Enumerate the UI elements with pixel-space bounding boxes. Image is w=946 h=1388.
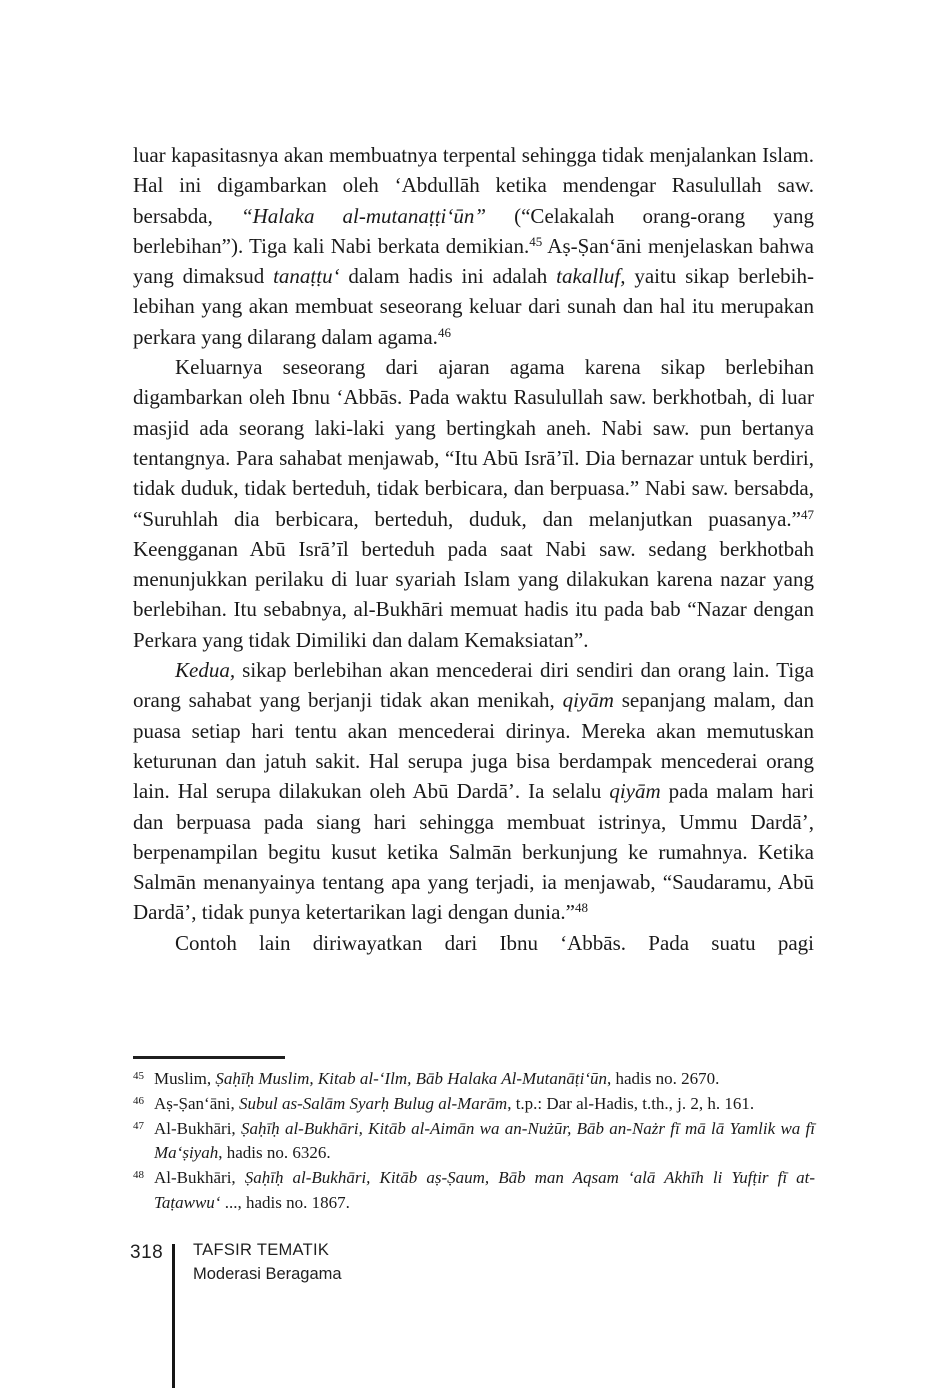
text-run: , hadis no. 6326. [218, 1143, 331, 1163]
italic-text-run: qiyām [609, 779, 661, 804]
paragraph [133, 352, 814, 655]
footnote-separator [133, 1056, 285, 1059]
book-subtitle: Moderasi Beragama [193, 1265, 342, 1283]
text-run: Keluarnya seseorang dari ajaran agama karena sikap berlebihan digambarkan oleh Ibnu ‘Abbās. Pada waktu Rasulullah saw. berkhotbah, di luar masjid ada seorang laki-laki yang bertingkah aneh. Nabi saw. pun bertanya tentangnya. Para sahabat menjawab, “Itu Abū Isrā’īl. Dia bernazar untuk berdiri, tidak duduk, tidak berteduh, tidak berbicara, dan berpuasa.” Nabi saw. bersabda, “Suruhlah dia berbicara, berteduh, duduk, dan melanjutkan puasanya.” [133, 355, 814, 531]
text-run: Aṣ-Ṣan‘āni, [154, 1093, 239, 1113]
text-run: Aṣ-Ṣan‘āni menjelaskan bahwa yang dimaksud [133, 233, 814, 289]
italic-text-run: takalluf, [556, 264, 626, 289]
text-run: dalam hadis ini adalah [339, 264, 557, 289]
body-text-container [133, 140, 814, 958]
italic-text-run: Ṣaḥīḥ al-Bukhāri, Kitāb aṣ-Ṣaum, Bāb man Aqsam ‘alā Akhīh li Yufṭir fī at-Taṭawwu‘ [154, 1168, 815, 1212]
text-run: luar kapasitasnya akan membuatnya terpental sehingga tidak menjalankan Islam. Hal ini digambarkan oleh ‘Abdullāh ketika mendengar Rasulullah saw. bersabda, [133, 143, 814, 228]
footnote-item: $^{47}$ Al-Bukhāri, Ṣaḥīḥ al-Bukhāri, Kitāb al-Aimān wa an-Nużūr, Bāb an-Nażr fī mā lā Yamlik wa fī Ma‘ṣiyah, hadis no. 6326. [133, 1118, 815, 1163]
text-run: (“Celakalah orang-orang yang berlebihan”). Tiga kali Nabi berkata demikian. [133, 203, 814, 258]
text-run: Al-Bukhāri, [154, 1168, 245, 1188]
text-run: , hadis no. 2670. [607, 1069, 720, 1088]
page-footer [0, 1240, 946, 1388]
footnote-ref: 48 [574, 900, 588, 916]
italic-text-run: Ṣaḥīḥ Muslim, Kitab al-‘Ilm, Bāb Halaka Al-Mutanāṭi‘ūn [215, 1069, 608, 1088]
paragraph [133, 928, 814, 958]
text-run: , t.p.: Dar al-Hadis, t.th., j. 2, h. 161. [507, 1093, 755, 1113]
footnotes-section [133, 1067, 815, 1216]
footer-titles [193, 1241, 342, 1284]
footer-vertical-rule [172, 1244, 175, 1388]
text-run: Al-Bukhāri, [154, 1118, 241, 1138]
book-title: TAFSIR TEMATIK [193, 1241, 330, 1259]
text-run: pada malam hari dan berpuasa pada siang hari sehingga membuat istrinya, Ummu Dardā’, berpenampilan begitu kusut ketika Salmān berkunjung ke rumahnya. Ketika Salmān menanyainya tentang apa yang terjadi, ia menjawab, “Saudaramu, Abū Dardā’, tidak punya ketertarikan lagi dengan dunia.” [133, 779, 814, 925]
footnote-ref: 46 [437, 324, 451, 340]
text-run: Muslim, [154, 1069, 216, 1088]
footnote-ref: 45 [529, 233, 543, 249]
italic-text-run: tanaṭṭu‘ [273, 264, 340, 289]
italic-text-run: Ṣaḥīḥ al-Bukhāri, Kitāb al-Aimān wa an-Nużūr, Bāb an-Nażr fī mā lā Yamlik wa fī Ma‘ṣiyah [154, 1118, 815, 1163]
footnote-item: $^{46}$ Aṣ-Ṣan‘āni, Subul as-Salām Syarḥ Bulug al-Marām, t.p.: Dar al-Hadis, t.th., j. 2, h. 161. [133, 1093, 755, 1113]
page-number: 318 [130, 1242, 164, 1263]
text-run: sikap berlebihan akan mencederai diri sendiri dan orang lain. Tiga orang sahabat yang berjanji tidak akan menikah, [133, 658, 814, 713]
text-run: Keengganan Abū Isrā’īl berteduh pada saat Nabi saw. sedang berkhotbah menunjukkan perilaku di luar syariah Islam yang dilakukan karena nazar yang berlebihan. Itu sebabnya, al-Bukhāri memuat hadis itu pada bab “Nazar dengan Perkara yang tidak Dimiliki dan dalam Kemaksiatan”. [133, 536, 814, 652]
text-run: yaitu sikap berlebih-lebihan yang akan membuat seseorang keluar dari sunah dan hal itu merupakan perkara yang dilarang dalam agama. [133, 264, 815, 349]
paragraph [133, 655, 814, 928]
paragraph [133, 140, 814, 352]
italic-text-run: qiyām [562, 688, 614, 713]
text-run: sepanjang malam, dan puasa setiap hari tentu akan mencederai dirinya. Mereka akan memutuskan keturunan dan jatuh sakit. Hal serupa juga bisa berdampak mencederai orang lain. Hal serupa dilakukan oleh Abū Dardā’. Ia selalu [133, 688, 815, 804]
footnote-ref: 47 [801, 506, 814, 522]
italic-text-run: Subul as-Salām Syarḥ Bulug al-Marām [238, 1093, 508, 1113]
text-run: ..., hadis no. 1867. [220, 1192, 350, 1212]
footnote-item: $^{48}$ Al-Bukhāri, Ṣaḥīḥ al-Bukhāri, Kitāb aṣ-Ṣaum, Bāb man Aqsam ‘alā Akhīh li Yufṭir fī at-Taṭawwu‘ ..., hadis no. 1867. [133, 1168, 815, 1212]
footnote-item: $^{45}$ Muslim, Ṣaḥīḥ Muslim, Kitab al-‘Ilm, Bāb Halaka Al-Mutanāṭi‘ūn, hadis no. 2670. [133, 1069, 720, 1088]
italic-text-run: Kedua, [175, 658, 236, 683]
text-run: Contoh lain diriwayatkan dari Ibnu ‘Abbās. Pada suatu pagi [175, 930, 814, 955]
italic-text-run: “Halaka al-mutanaṭṭi‘ūn” [240, 203, 487, 228]
